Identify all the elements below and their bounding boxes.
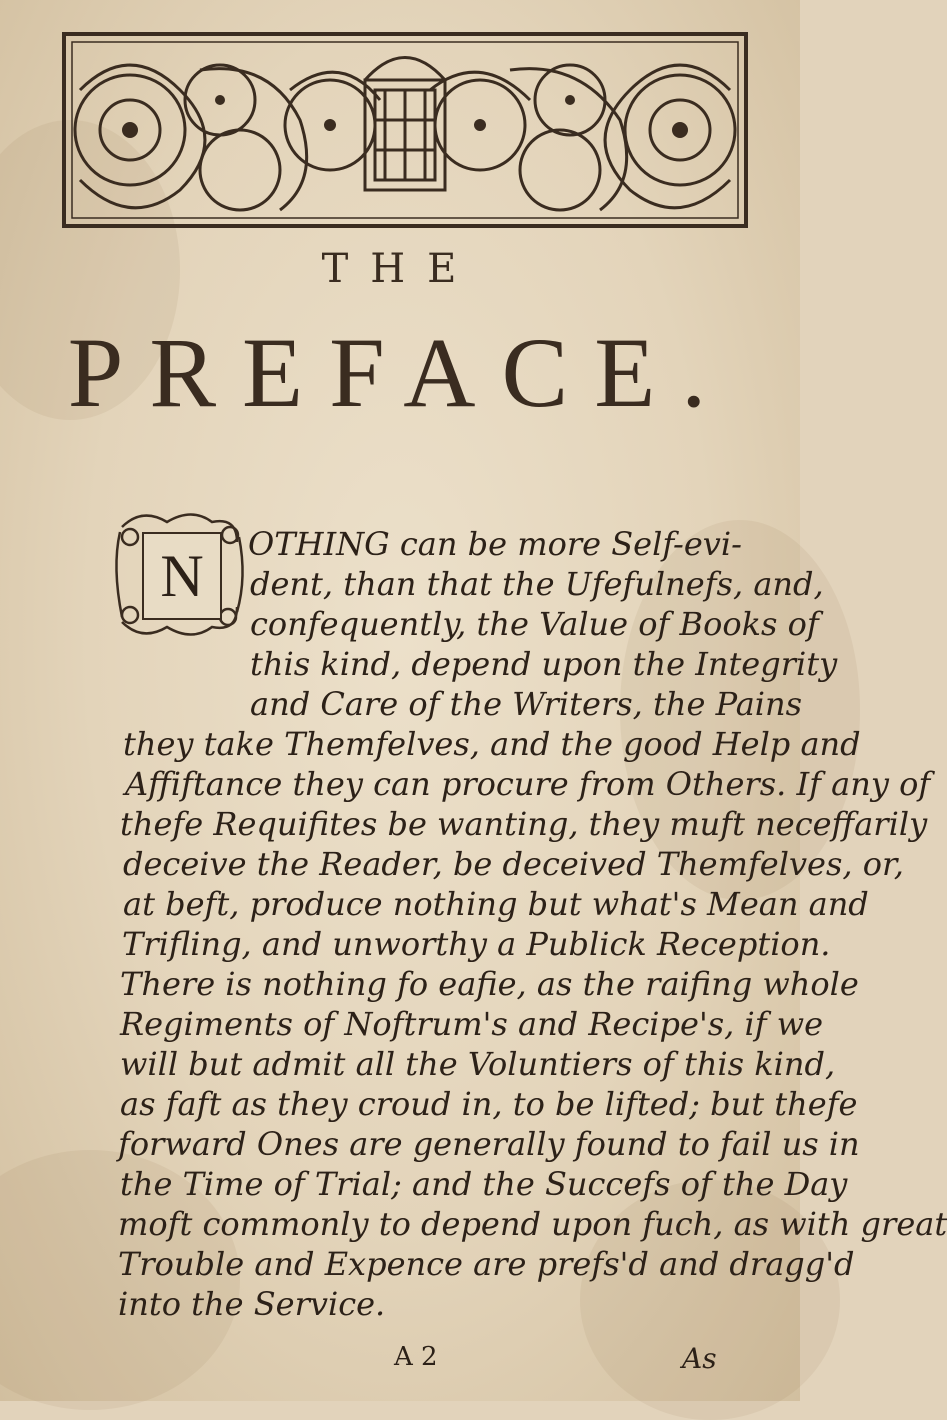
text-line: this kind, depend upon the Integrity — [250, 645, 838, 683]
decorated-initial — [112, 507, 247, 642]
text-line: deceive the Reader, be deceived Themfelves, or, — [123, 845, 904, 883]
page-title: PREFACE. — [67, 317, 733, 428]
text-line: they take Themfelves, and the good Help and — [123, 725, 861, 763]
the-label: THE — [321, 246, 479, 292]
text-line: dent, than that the Ufefulnefs, and, — [250, 565, 824, 603]
signature-mark: A 2 — [394, 1342, 438, 1372]
text-line: will but admit all the Voluntiers of this kind, — [120, 1045, 836, 1083]
text-line: thefe Requifites be wanting, they muft neceffarily — [120, 805, 928, 843]
catchword: As — [682, 1342, 717, 1375]
text-line: and Care of the Writers, the Pains — [250, 685, 803, 723]
text-line: at beft, produce nothing but what's Mean and — [123, 885, 869, 923]
text-line: as faft as they croud in, to be lifted; but thefe — [120, 1085, 858, 1123]
text-line: OTHING can be more Self-evi- — [248, 525, 742, 563]
text-line: There is nothing fo eafie, as the raifing whole — [120, 965, 859, 1003]
text-line: moft commonly to depend upon fuch, as with great — [118, 1205, 947, 1243]
text-line: the Time of Trial; and the Succefs of the Day — [120, 1165, 848, 1203]
text-line: Trouble and Expence are prefs'd and dragg'd — [118, 1245, 855, 1283]
text-line: Affiftance they can procure from Others. If any of — [125, 765, 931, 803]
text-line: Regiments of Noftrum's and Recipe's, if we — [120, 1005, 824, 1043]
text-line: confequently, the Value of Books of — [250, 605, 819, 643]
text-line: into the Service. — [118, 1285, 386, 1323]
text-line: forward Ones are generally found to fail us in — [118, 1125, 860, 1163]
ornamental-headpiece — [60, 30, 750, 230]
initial-letter: N — [142, 532, 222, 620]
text-line: Trifling, and unworthy a Publick Reception. — [122, 925, 831, 963]
